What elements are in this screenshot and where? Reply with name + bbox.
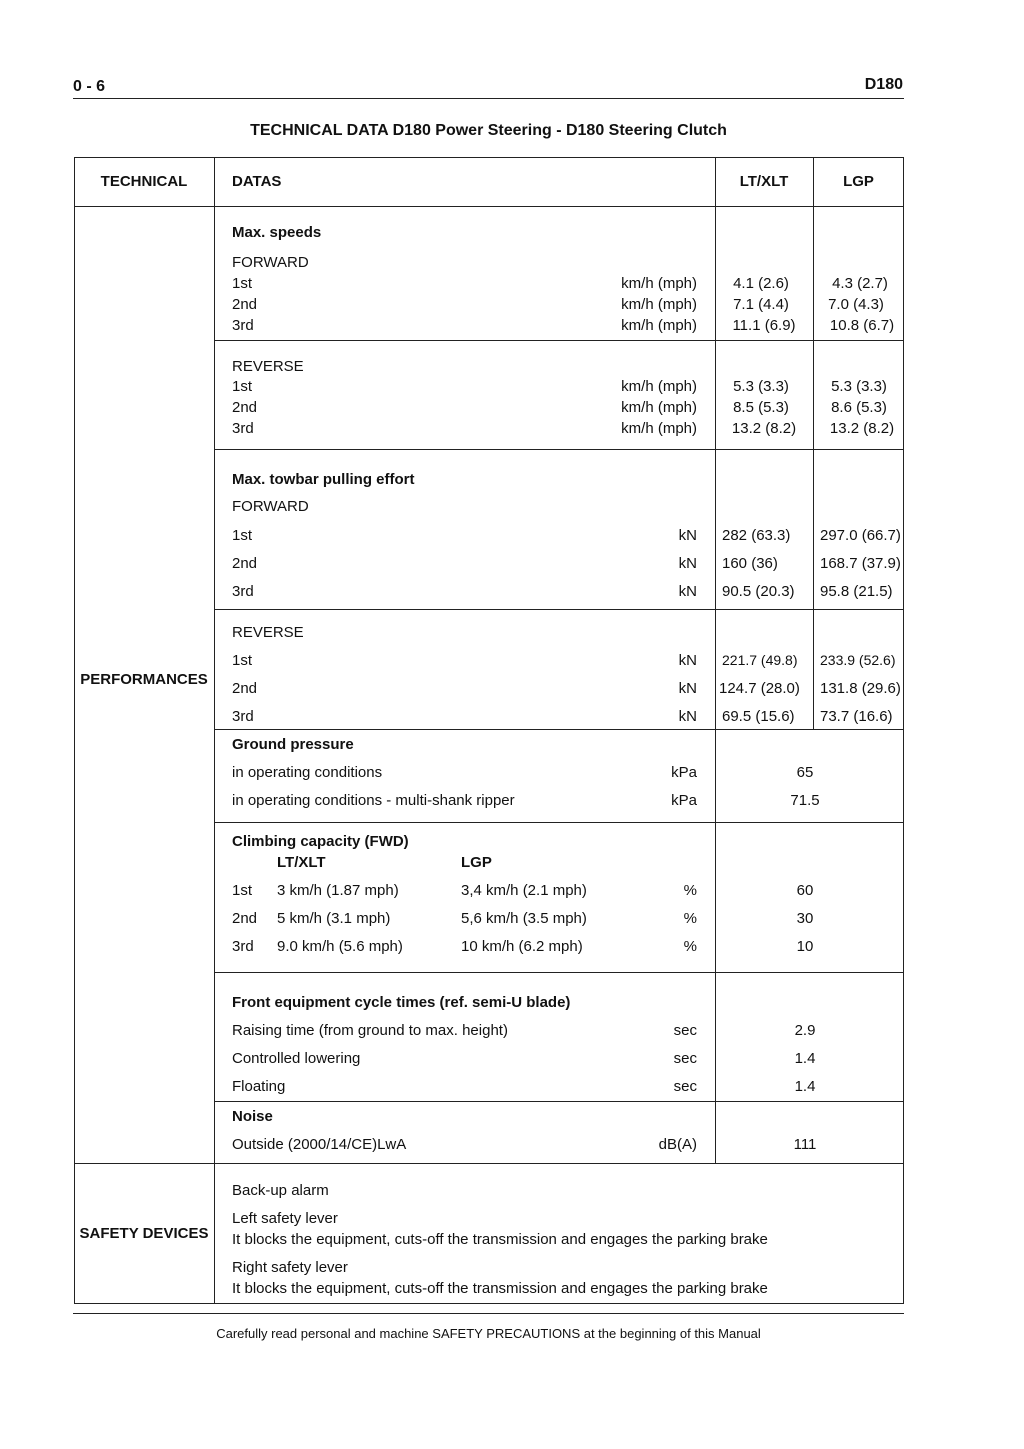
ltxlt-value: 282 (63.3) (722, 527, 791, 544)
lgp-value: 168.7 (37.9) (820, 555, 901, 572)
unit-label: sec (673, 1050, 697, 1067)
gear-label: 1st (232, 378, 253, 395)
col-header-technical: TECHNICAL (100, 173, 188, 190)
page-title: TECHNICAL DATA D180 Power Steering - D180 Steering Clutch (250, 122, 727, 139)
section-divider (74, 1163, 904, 1164)
col-header-ltxlt: LT/XLT (739, 173, 789, 190)
ltxlt-value: 124.7 (28.0) (719, 680, 800, 697)
lgp-value: 73.7 (16.6) (820, 708, 893, 725)
ltxlt-speed: 9.0 km/h (5.6 mph) (277, 938, 403, 955)
lgp-value: 233.9 (52.6) (820, 652, 896, 668)
ltxlt-value: 69.5 (15.6) (722, 708, 795, 725)
gear-label: 3rd (232, 938, 254, 955)
unit-label: kPa (671, 792, 697, 809)
ltxlt-value: 8.5 (5.3) (733, 399, 789, 416)
lgp-value: 10.8 (6.7) (829, 317, 895, 334)
unit-label: km/h (mph) (621, 399, 697, 416)
section-heading: Ground pressure (232, 736, 354, 753)
row-divider (214, 340, 904, 341)
ltxlt-value: 221.7 (49.8) (722, 652, 798, 668)
row-label: Outside (2000/14/CE)LwA (232, 1136, 407, 1153)
safety-item: Left safety lever (232, 1210, 338, 1227)
unit-label: kPa (671, 764, 697, 781)
row-divider (214, 609, 904, 610)
gear-label: 2nd (232, 555, 258, 572)
row-label: in operating conditions - multi-shank ripper (232, 792, 515, 809)
unit-label: sec (673, 1022, 697, 1039)
table-bottom-border (74, 1303, 904, 1304)
unit-label: kN (678, 652, 697, 669)
ltxlt-value: 90.5 (20.3) (722, 583, 795, 600)
gear-label: 3rd (232, 708, 254, 725)
combined-value: 65 (796, 764, 814, 781)
page-number: 0 - 6 (73, 78, 106, 95)
unit-label: km/h (mph) (621, 317, 697, 334)
safety-description: It blocks the equipment, cuts-off the transmission and engages the parking brake (232, 1280, 768, 1297)
col-divider-lgp (813, 157, 814, 730)
gear-label: 3rd (232, 420, 254, 437)
row-divider (214, 972, 904, 973)
lgp-value: 7.0 (4.3) (828, 296, 884, 313)
lgp-speed: 10 km/h (6.2 mph) (461, 938, 583, 955)
unit-label: kN (678, 555, 697, 572)
combined-value: 10 (796, 938, 814, 955)
unit-label: km/h (mph) (621, 378, 697, 395)
safety-item: Right safety lever (232, 1259, 348, 1276)
unit-label: % (683, 938, 697, 955)
unit-label: kN (678, 708, 697, 725)
unit-label: sec (673, 1078, 697, 1095)
sub-header-ltxlt: LT/XLT (277, 854, 326, 871)
row-label: Controlled lowering (232, 1050, 361, 1067)
combined-value: 60 (796, 882, 814, 899)
row-label: in operating conditions (232, 764, 383, 781)
lgp-value: 8.6 (5.3) (831, 399, 887, 416)
gear-label: 1st (232, 527, 253, 544)
section-heading: Climbing capacity (FWD) (232, 833, 409, 850)
category-performances: PERFORMANCES (80, 671, 208, 688)
ltxlt-value: 160 (36) (722, 555, 778, 572)
unit-label: kN (678, 680, 697, 697)
model-label: D180 (864, 76, 903, 93)
ltxlt-value: 13.2 (8.2) (731, 420, 797, 437)
gear-label: 2nd (232, 910, 258, 927)
lgp-value: 4.3 (2.7) (832, 275, 888, 292)
combined-value: 1.4 (794, 1078, 816, 1095)
direction-label: REVERSE (232, 624, 304, 641)
lgp-speed: 3,4 km/h (2.1 mph) (461, 882, 587, 899)
footer-rule (73, 1313, 904, 1314)
lgp-speed: 5,6 km/h (3.5 mph) (461, 910, 587, 927)
section-heading: Front equipment cycle times (ref. semi-U blade) (232, 994, 571, 1011)
col-header-lgp: LGP (843, 173, 874, 190)
category-safety-devices: SAFETY DEVICES (79, 1225, 209, 1242)
row-divider (214, 822, 904, 823)
ltxlt-speed: 3 km/h (1.87 mph) (277, 882, 399, 899)
combined-value: 1.4 (794, 1050, 816, 1067)
row-divider (214, 729, 904, 730)
section-heading: Max. towbar pulling effort (232, 471, 415, 488)
table-top-border (74, 157, 904, 158)
combined-value: 2.9 (794, 1022, 816, 1039)
unit-label: km/h (mph) (621, 420, 697, 437)
header-rule (73, 98, 904, 99)
section-heading: Max. speeds (232, 224, 322, 241)
ltxlt-value: 4.1 (2.6) (733, 275, 789, 292)
unit-label: kN (678, 527, 697, 544)
unit-label: kN (678, 583, 697, 600)
gear-label: 2nd (232, 399, 258, 416)
col-header-datas: DATAS (232, 173, 282, 190)
footer-note: Carefully read personal and machine SAFETY PRECAUTIONS at the beginning of this Manual (216, 1326, 761, 1341)
lgp-value: 297.0 (66.7) (820, 527, 901, 544)
row-divider (214, 1101, 904, 1102)
ltxlt-value: 7.1 (4.4) (733, 296, 789, 313)
gear-label: 2nd (232, 296, 258, 313)
unit-label: dB(A) (658, 1136, 697, 1153)
combined-value: 30 (796, 910, 814, 927)
gear-label: 3rd (232, 583, 254, 600)
ltxlt-value: 5.3 (3.3) (733, 378, 789, 395)
ltxlt-speed: 5 km/h (3.1 mph) (277, 910, 391, 927)
unit-label: km/h (mph) (621, 296, 697, 313)
direction-label: FORWARD (232, 254, 309, 271)
ltxlt-value: 11.1 (6.9) (732, 317, 796, 334)
combined-value: 71.5 (790, 792, 820, 809)
row-label: Raising time (from ground to max. height) (232, 1022, 508, 1039)
header-row-divider (74, 206, 904, 207)
lgp-value: 13.2 (8.2) (829, 420, 895, 437)
unit-label: km/h (mph) (621, 275, 697, 292)
gear-label: 3rd (232, 317, 254, 334)
unit-label: % (683, 910, 697, 927)
lgp-value: 5.3 (3.3) (831, 378, 887, 395)
lgp-value: 95.8 (21.5) (820, 583, 893, 600)
unit-label: % (683, 882, 697, 899)
direction-label: REVERSE (232, 358, 304, 375)
lgp-value: 131.8 (29.6) (820, 680, 901, 697)
table-left-border (74, 157, 75, 1304)
section-heading: Noise (232, 1108, 273, 1125)
gear-label: 1st (232, 652, 253, 669)
sub-header-lgp: LGP (461, 854, 492, 871)
safety-item: Back-up alarm (232, 1182, 329, 1199)
gear-label: 1st (232, 275, 253, 292)
direction-label: FORWARD (232, 498, 309, 515)
gear-label: 1st (232, 882, 253, 899)
combined-value: 111 (793, 1136, 817, 1153)
row-label: Floating (232, 1078, 286, 1095)
safety-description: It blocks the equipment, cuts-off the transmission and engages the parking brake (232, 1231, 768, 1248)
col-divider-technical (214, 157, 215, 1304)
row-divider (214, 449, 904, 450)
gear-label: 2nd (232, 680, 258, 697)
